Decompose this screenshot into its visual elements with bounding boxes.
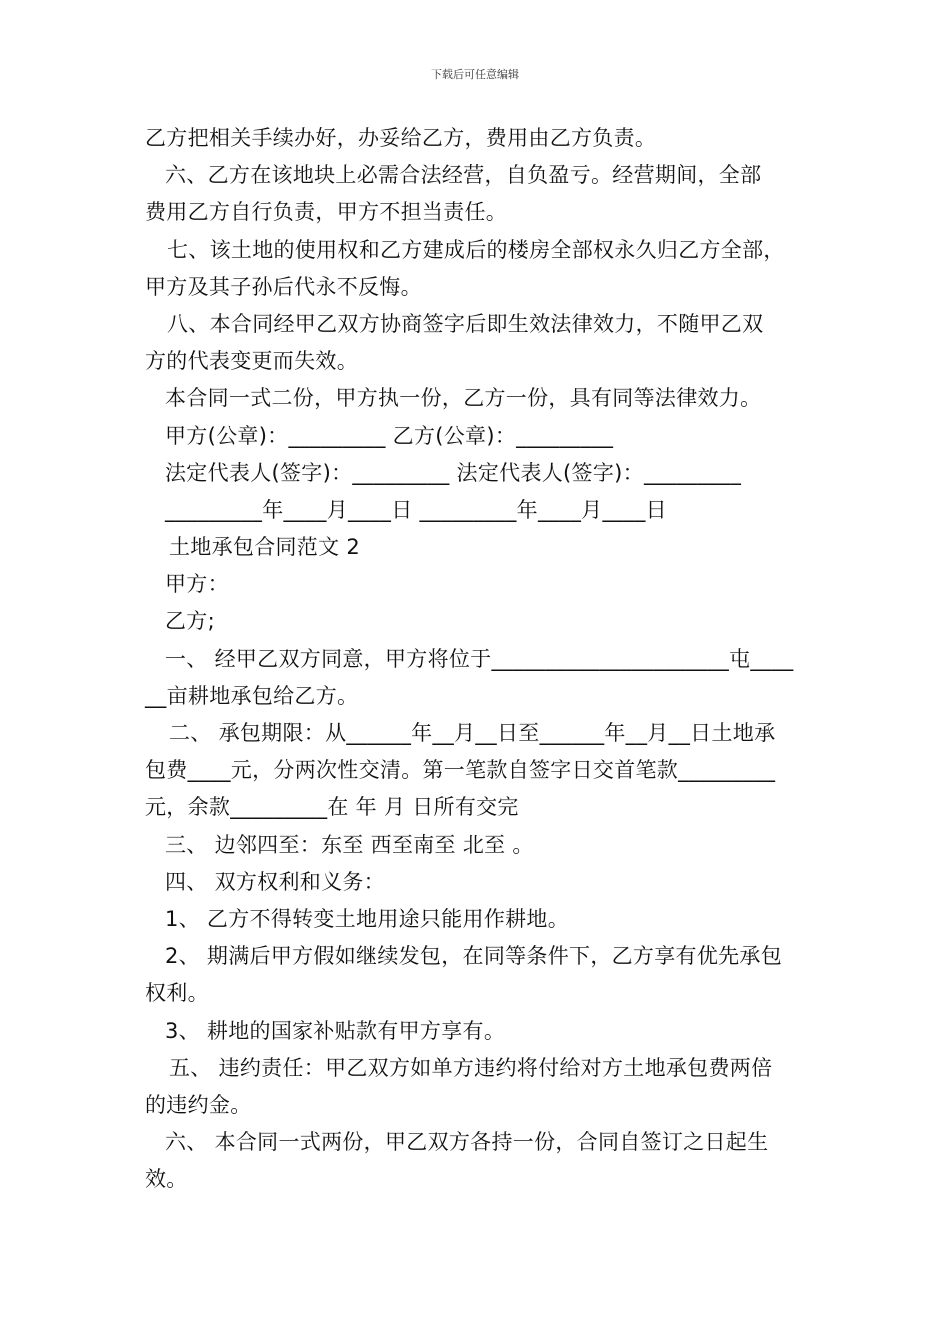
text-line: 方的代表变更而失效。 [145,349,358,374]
text-line: __亩耕地承包给乙方。 [145,683,359,708]
text-line: 1、 乙方不得转变土地用途只能用作耕地。 [165,906,570,931]
text-line: 二、 承包期限：从______年__月__日至______年__月__日土地承 [169,721,776,745]
text-line: 五、 违约责任：甲乙双方如单方违约将付给对方土地承包费两倍 [169,1055,773,1080]
text-line: 乙方把相关手续办好，办妥给乙方，费用由乙方负责。 [145,126,657,150]
text-line: 三、 边邻四至：东至 西至南至 北至 。 [165,832,534,857]
text-line: 效。 [145,1167,188,1192]
text-line: 六、乙方在该地块上必需合法经营，自负盈亏。经营期间，全部 [165,163,762,188]
text-line: 2、 期满后甲方假如继续发包，在同等条件下，乙方享有优先承包 [165,944,783,969]
text-line: 甲方(公章)：_________ 乙方(公章)：_________ [165,423,614,448]
text-line: 土地承包合同范文 2 [169,535,361,560]
text-line: 一、 经甲乙双方同意，甲方将位于______________________屯____ [165,646,794,671]
text-line: 甲方及其子孙后代永不反悔。 [145,274,422,299]
text-line: 包费____元，分两次性交清。第一笔款自签字日交首笔款_________ [145,758,776,783]
text-line: 元，余款_________在 年 月 日所有交完 [145,795,519,820]
text-line: 权利。 [145,981,209,1006]
text-line: 3、 耕地的国家补贴款有甲方享有。 [165,1018,506,1043]
text-line: 七、该土地的使用权和乙方建成后的楼房全部权永久归乙方全部， [167,237,785,262]
text-line: 费用乙方自行负责，甲方不担当责任。 [145,200,508,225]
text-line: _________年____月____日 _________年____月____日 [165,497,667,522]
text-line: 的违约金。 [145,1092,252,1117]
page-header: 下载后可任意编辑 [431,68,519,81]
document-body [145,120,815,1198]
text-line: 八、本合同经甲乙双方协商签字后即生效法律效力，不随甲乙双 [167,311,764,336]
text-line: 甲方： [165,572,229,597]
text-line: 六、 本合同一式两份，甲乙双方各持一份，合同自签订之日起生 [165,1130,769,1155]
text-line: 本合同一式二份，甲方执一份，乙方一份，具有同等法律效力。 [165,386,762,411]
text-line: 乙方; [165,609,215,634]
text-line: 法定代表人(签字)：_________ 法定代表人(签字)：_________ [165,460,742,485]
text-line: 四、 双方权利和义务： [165,869,385,894]
